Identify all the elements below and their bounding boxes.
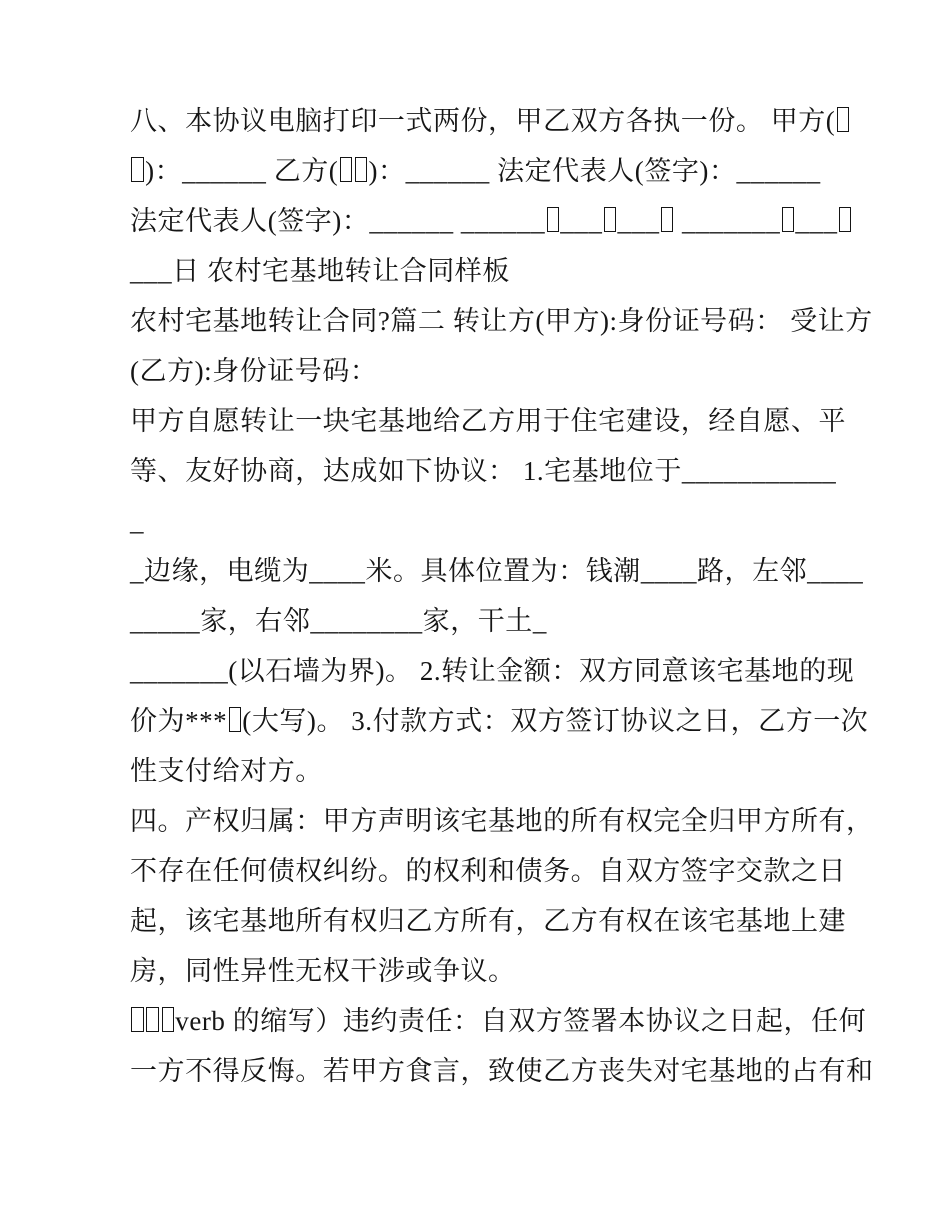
- text-line: 甲方自愿转让一块宅基地给乙方用于住宅建设，经自愿、平: [130, 406, 847, 436]
- text-line: 等、友好协商，达成如下协议： 1.宅基地位于___________: [130, 456, 837, 486]
- text-line: 农村宅基地转让合同?篇二 转让方(甲方):身份证号码： 受让方: [130, 306, 873, 336]
- text-line: 性支付给对方。: [130, 756, 323, 786]
- text-line: verb 的缩写）违约责任：自双方签署本协议之日起，任何: [130, 996, 828, 1046]
- text-line: 不存在任何债权纠纷。的权利和债务。自双方签字交款之日: [130, 856, 847, 886]
- missing-glyph-icon: [162, 1007, 174, 1032]
- missing-glyph-icon: [355, 157, 367, 182]
- missing-glyph-icon: [839, 207, 851, 232]
- missing-glyph-icon: [146, 1007, 158, 1032]
- document-body: [130, 96, 874, 1096]
- missing-glyph-icon: [782, 207, 794, 232]
- text-line: 法定代表人(签字)：______ ______ ___ ___ _______ ___: [130, 196, 828, 246]
- missing-glyph-icon: [131, 1007, 143, 1032]
- missing-glyph-icon: [604, 207, 616, 232]
- missing-glyph-icon: [837, 107, 849, 132]
- missing-glyph-icon: [229, 707, 241, 732]
- text-line: 价为*** (大写)。 3.付款方式：双方签订协议之日，乙方一次: [130, 706, 869, 736]
- missing-glyph-icon: [340, 157, 352, 182]
- text-line: 八、本协议电脑打印一式两份，甲乙双方各执一份。 甲方(: [130, 96, 828, 146]
- missing-glyph-icon: [131, 157, 143, 182]
- text-line: _______(以石墙为界)。 2.转让金额：双方同意该宅基地的现: [130, 656, 855, 686]
- text-line: _边缘，电缆为____米。具体位置为：钱潮____路，左邻____: [130, 556, 864, 586]
- missing-glyph-icon: [661, 207, 673, 232]
- text-line: 一方不得反悔。若甲方食言，致使乙方丧失对宅基地的占有和: [130, 1056, 874, 1086]
- text-line: 房，同性异性无权干涉或争议。: [130, 956, 516, 986]
- text-line: (乙方):身份证号码：: [130, 356, 378, 386]
- text-line: ___日 农村宅基地转让合同样板: [130, 256, 510, 286]
- text-line: _____家，右邻________家，干土_: [130, 606, 547, 636]
- text-line: _: [130, 506, 145, 536]
- text-line: 起，该宅基地所有权归乙方所有，乙方有权在该宅基地上建: [130, 906, 847, 936]
- missing-glyph-icon: [547, 207, 559, 232]
- text-line: 四。产权归属：甲方声明该宅基地的所有权完全归甲方所有，: [130, 806, 874, 836]
- text-line: )：______ 乙方( )：______ 法定代表人(签字)：______: [130, 146, 828, 196]
